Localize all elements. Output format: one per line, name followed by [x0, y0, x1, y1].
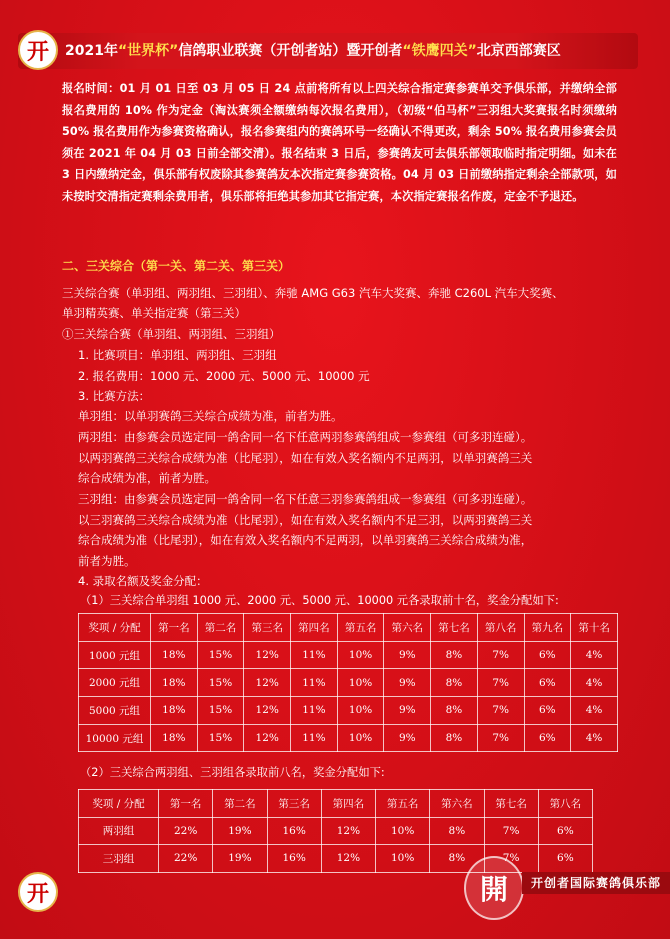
- registration-paragraph: 报名时间：01 月 01 日至 03 月 05 日 24 点前将所有以上四关综合指定赛参赛单交予俱乐部，并缴纳全部报名费用的 10% 作为定金（淘汰赛须全额缴纳每次报名费用），（初级“伯马杯”三羽组大奖赛报名时须缴纳 50% 报名费用作为参赛资格确认，报名参赛组内的赛鸽环号一经确认不得更改，剩余 50% 报名费用参赛会员须在 2021 年 04 月 03 日前全部交清）。报名结束 3 日后，参赛鸽友可去俱乐部领取临时指定明细。如未在 3 日内缴纳定金，俱乐部有权废除其参赛鸽友本次指定赛参赛资格。04 月 03 日前缴纳指定剩余全部款项，如未按时交清指定赛剩余费用者，俱乐部将拒绝其参加其它指定赛，本次指定赛报名作废，定金不予退还。: [62, 82, 617, 203]
- rank-header: 第四名: [321, 790, 375, 818]
- method-three-line1: 三羽组：由参赛会员选定同一鸽舍同一名下任意三羽参赛鸽组成一参赛组（可多羽连碰）。: [78, 492, 533, 506]
- percent-cell: 12%: [321, 817, 375, 845]
- table-header-row: [79, 790, 593, 818]
- percent-cell: 8%: [431, 641, 478, 669]
- percent-cell: 18%: [151, 669, 198, 697]
- item-prizes: 4. 录取名额及奖金分配：: [78, 574, 208, 588]
- percent-cell: 4%: [571, 697, 618, 725]
- percent-cell: 19%: [213, 817, 267, 845]
- percent-cell: 8%: [431, 724, 478, 752]
- rank-header: 第七名: [431, 614, 478, 642]
- percent-cell: 6%: [524, 669, 571, 697]
- group-label-cell: 5000 元组: [79, 697, 151, 725]
- percent-cell: 16%: [267, 817, 321, 845]
- section-intro-line2: 单羽精英赛、单关指定赛（第三关）: [62, 306, 246, 320]
- percent-cell: 19%: [213, 845, 267, 873]
- percent-cell: 7%: [477, 641, 524, 669]
- group-label-cell: 10000 元组: [79, 724, 151, 752]
- percent-cell: 18%: [151, 724, 198, 752]
- title-highlight-world-cup: “世界杯”: [117, 43, 179, 59]
- rank-header: 第四名: [291, 614, 338, 642]
- group-label-cell: 2000 元组: [79, 669, 151, 697]
- table-row: [79, 669, 618, 697]
- percent-cell: 9%: [384, 697, 431, 725]
- club-logo-icon: [18, 30, 58, 70]
- percent-cell: 12%: [244, 669, 291, 697]
- percent-cell: 7%: [477, 669, 524, 697]
- item-method: 3. 比赛方法：: [78, 389, 151, 403]
- item-fees: 2. 报名费用：1000 元、2000 元、5000 元、10000 元: [78, 369, 370, 383]
- rank-header: 第五名: [337, 614, 384, 642]
- percent-cell: 9%: [384, 724, 431, 752]
- percent-cell: 8%: [431, 697, 478, 725]
- title-suffix: 北京西部赛区: [476, 43, 561, 59]
- percent-cell: 9%: [384, 669, 431, 697]
- table-row: [79, 641, 618, 669]
- percent-cell: 6%: [524, 697, 571, 725]
- percent-cell: 6%: [524, 641, 571, 669]
- percent-cell: 18%: [151, 641, 198, 669]
- percent-cell: 22%: [159, 845, 213, 873]
- table-corner-header: 奖项 / 分配: [79, 614, 151, 642]
- percent-cell: 7%: [484, 817, 538, 845]
- percent-cell: 7%: [484, 845, 538, 873]
- multi-group-prize-table: [78, 789, 593, 873]
- logo-char-footer: 开: [26, 880, 49, 907]
- rank-header: 第二名: [213, 790, 267, 818]
- percent-cell: 22%: [159, 817, 213, 845]
- rank-header: 第六名: [384, 614, 431, 642]
- percent-cell: 6%: [538, 817, 592, 845]
- percent-cell: 10%: [337, 697, 384, 725]
- percent-cell: 16%: [267, 845, 321, 873]
- club-brand-name: 开创者国际赛鸽俱乐部: [522, 872, 670, 894]
- percent-cell: 10%: [337, 641, 384, 669]
- subsection-title: ①三关综合赛（单羽组、两羽组、三羽组）: [62, 327, 281, 341]
- percent-cell: 15%: [197, 641, 244, 669]
- percent-cell: 7%: [477, 724, 524, 752]
- rank-header: 第五名: [376, 790, 430, 818]
- percent-cell: 11%: [291, 669, 338, 697]
- percent-cell: 12%: [244, 724, 291, 752]
- club-logo-icon-footer: [18, 872, 58, 912]
- table-row: [79, 697, 618, 725]
- percent-cell: 15%: [197, 724, 244, 752]
- section-heading: 二、三关综合（第一关、第二关、第三关）: [62, 259, 291, 273]
- club-seal-icon: [464, 856, 524, 920]
- page-title: [65, 38, 645, 64]
- percent-cell: 15%: [197, 697, 244, 725]
- group-label-cell: 两羽组: [79, 817, 159, 845]
- method-three-line2: 以三羽赛鸽三关综合成绩为准（比尾羽），如在有效入奖名额内不足三羽，以两羽赛鸽三关: [78, 513, 533, 527]
- percent-cell: 7%: [477, 697, 524, 725]
- rank-header: 第一名: [159, 790, 213, 818]
- rank-header: 第十名: [571, 614, 618, 642]
- method-three-line4: 前者为胜。: [78, 554, 136, 568]
- method-two-line3: 综合成绩为准，前者为胜。: [78, 471, 216, 485]
- percent-cell: 4%: [571, 641, 618, 669]
- percent-cell: 11%: [291, 724, 338, 752]
- method-two-line1: 两羽组：由参赛会员选定同一鸽舍同一名下任意两羽参赛鸽组成一参赛组（可多羽连碰）。: [78, 430, 533, 444]
- percent-cell: 12%: [321, 845, 375, 873]
- percent-cell: 6%: [524, 724, 571, 752]
- method-three-line3: 综合成绩为准（比尾羽），如在有效入奖名额内不足两羽，以单羽赛鸽三关综合成绩为准，: [78, 533, 533, 547]
- table-corner-header: 奖项 / 分配: [79, 790, 159, 818]
- table2-caption: （2）三关综合两羽组、三羽组各录取前八名，奖金分配如下:: [80, 766, 385, 779]
- percent-cell: 8%: [430, 845, 484, 873]
- percent-cell: 12%: [244, 697, 291, 725]
- rank-header: 第二名: [197, 614, 244, 642]
- title-prefix: 2021年: [65, 43, 118, 59]
- method-two-line2: 以两羽赛鸽三关综合成绩为准（比尾羽），如在有效入奖名额内不足两羽，以单羽赛鸽三关: [78, 451, 533, 465]
- rank-header: 第八名: [538, 790, 592, 818]
- group-label-cell: 三羽组: [79, 845, 159, 873]
- percent-cell: 8%: [431, 669, 478, 697]
- method-single: 单羽组：以单羽赛鸽三关综合成绩为准，前者为胜。: [78, 409, 343, 423]
- percent-cell: 12%: [244, 641, 291, 669]
- rank-header: 第七名: [484, 790, 538, 818]
- section-intro-line1: 三关综合赛（单羽组、两羽组、三羽组）、奔驰 AMG G63 汽车大奖赛、奔驰 C260L 汽车大奖赛、: [62, 286, 564, 300]
- table1-caption: （1）三关综合单羽组 1000 元、2000 元、5000 元、10000 元各录取前十名，奖金分配如下:: [80, 594, 559, 607]
- percent-cell: 4%: [571, 724, 618, 752]
- rank-header: 第八名: [477, 614, 524, 642]
- percent-cell: 9%: [384, 641, 431, 669]
- percent-cell: 6%: [538, 845, 592, 873]
- percent-cell: 15%: [197, 669, 244, 697]
- seal-char: 開: [479, 873, 508, 906]
- percent-cell: 11%: [291, 697, 338, 725]
- rank-header: 第一名: [151, 614, 198, 642]
- table-row: [79, 817, 593, 845]
- rank-header: 第三名: [267, 790, 321, 818]
- percent-cell: 8%: [430, 817, 484, 845]
- percent-cell: 10%: [376, 845, 430, 873]
- title-highlight-iron-eagle: “铁鹰四关”: [402, 43, 477, 59]
- table-row: [79, 724, 618, 752]
- percent-cell: 10%: [337, 724, 384, 752]
- percent-cell: 10%: [376, 817, 430, 845]
- rank-header: 第九名: [524, 614, 571, 642]
- percent-cell: 11%: [291, 641, 338, 669]
- single-group-prize-table: [78, 613, 618, 752]
- title-middle: 信鸽职业联赛（开创者站）暨开创者: [178, 43, 403, 59]
- group-label-cell: 1000 元组: [79, 641, 151, 669]
- item-events: 1. 比赛项目：单羽组、两羽组、三羽组: [78, 348, 277, 362]
- rank-header: 第六名: [430, 790, 484, 818]
- logo-char: 开: [26, 38, 49, 65]
- percent-cell: 4%: [571, 669, 618, 697]
- rank-header: 第三名: [244, 614, 291, 642]
- percent-cell: 18%: [151, 697, 198, 725]
- table-header-row: [79, 614, 618, 642]
- percent-cell: 10%: [337, 669, 384, 697]
